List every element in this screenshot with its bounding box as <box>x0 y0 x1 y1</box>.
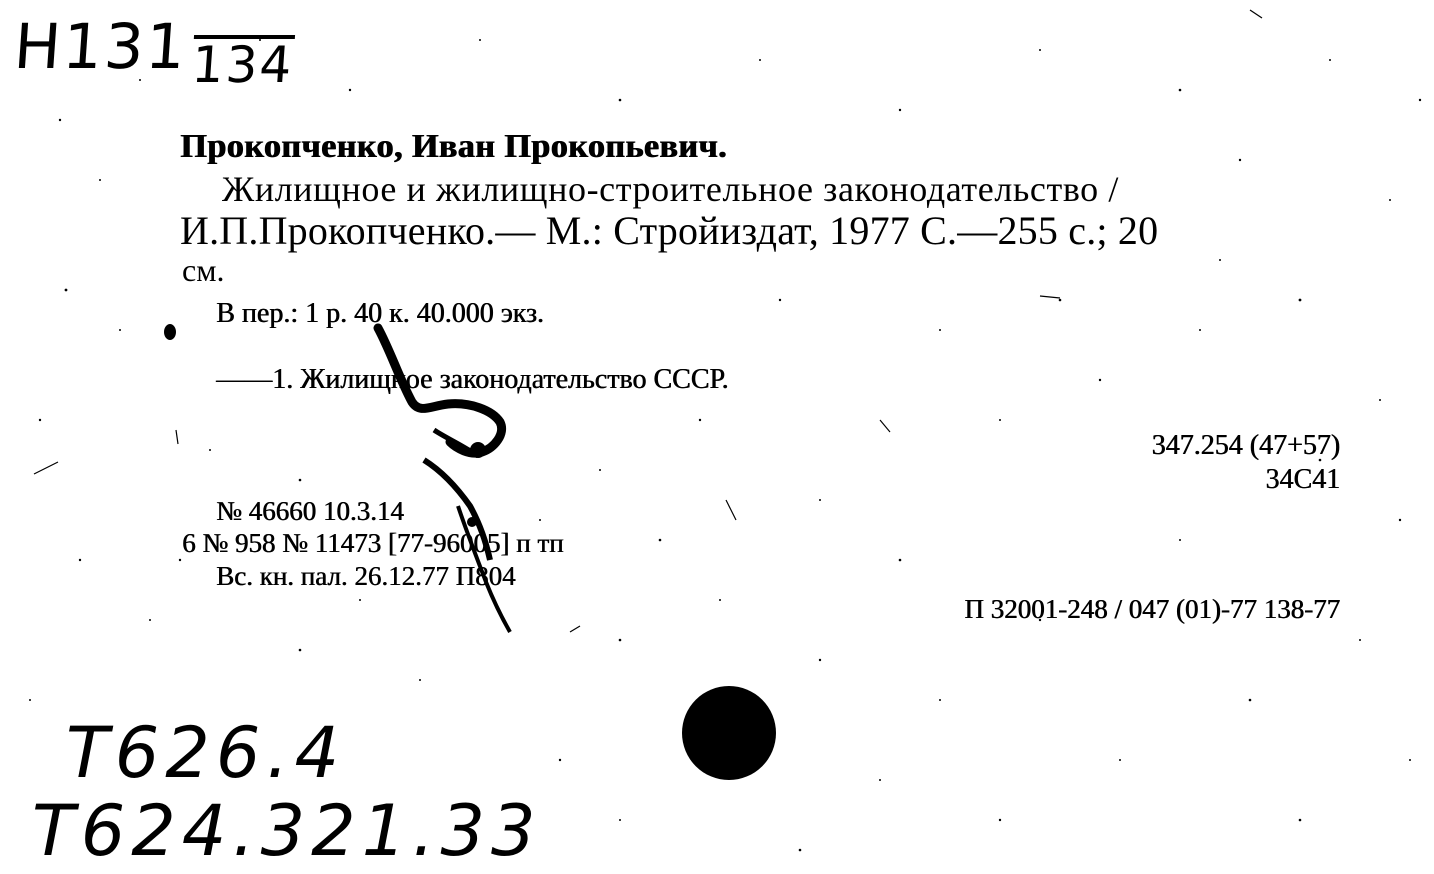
author-heading: Прокопченко, Иван Прокопьевич. <box>180 128 727 165</box>
bbk-classification: 34С41 <box>1265 464 1340 495</box>
ink-scratch-mark <box>360 310 540 650</box>
handwritten-shelf-number: Н131 <box>11 10 190 83</box>
record-line-3: Вс. кн. пал. 26.12.77 П804 <box>216 561 516 591</box>
udc-classification: 347.254 (47+57) <box>1151 430 1340 461</box>
handwritten-shelf-mark <box>11 10 297 94</box>
price-edition-line: В пер.: 1 р. 40 к. 40.000 экз. <box>216 298 544 329</box>
punch-hole <box>682 686 776 780</box>
handwritten-code-2: Т624.321.33 <box>32 790 542 872</box>
handwritten-shelf-fraction: 134 <box>189 36 296 94</box>
handwritten-code-1: Т626.4 <box>66 712 346 794</box>
record-line-2: 6 № 958 № 11473 [77-96005] п тп <box>182 528 564 558</box>
title-line-1: Жилищное и жилищно-строительное законодательство / <box>222 169 1119 209</box>
publisher-code: П 32001-248 / 047 (01)-77 138-77 <box>964 594 1340 624</box>
ink-dot <box>164 324 176 340</box>
subject-heading: ——1. Жилищное законодательство СССР. <box>216 364 729 395</box>
title-line-3: см. <box>182 252 225 288</box>
title-line-2: И.П.Прокопченко.— М.: Стройиздат, 1977 С.—255 с.; 20 <box>180 208 1159 253</box>
record-line-1: № 46660 10.3.14 <box>216 496 404 526</box>
